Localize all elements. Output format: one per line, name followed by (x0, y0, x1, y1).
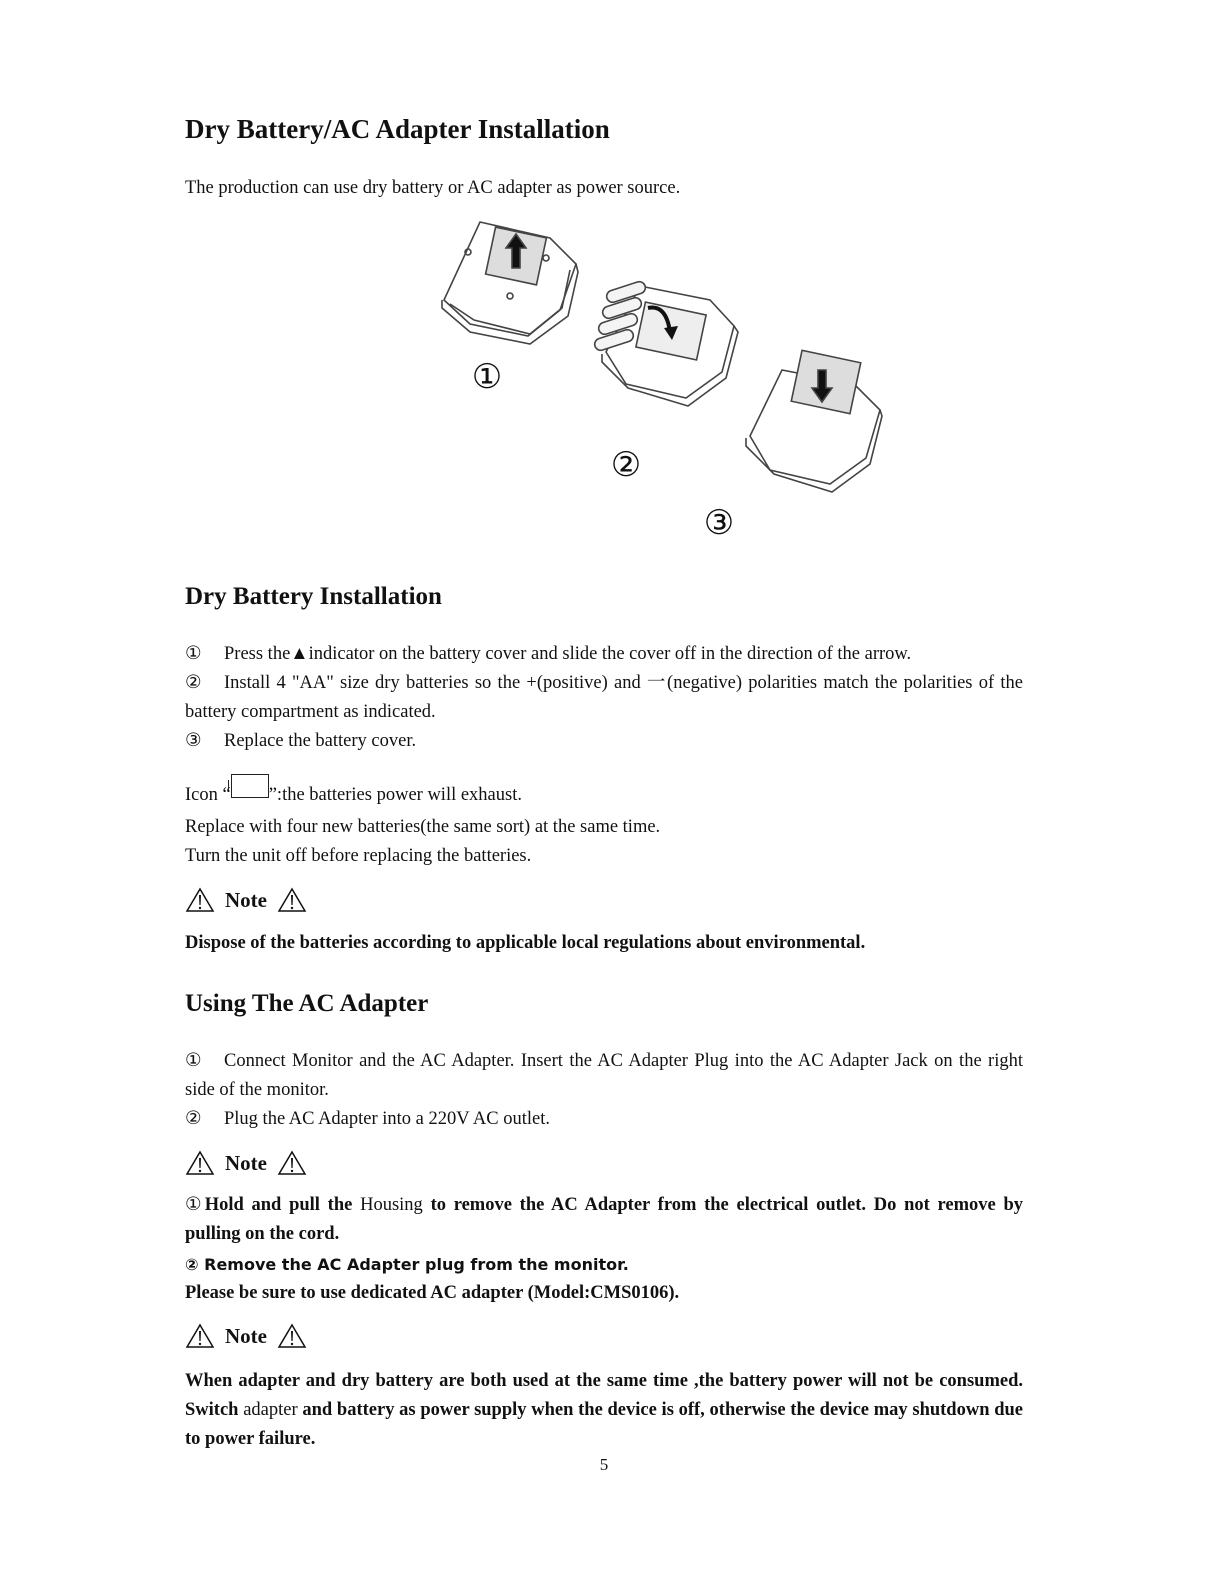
figure-step-3-label: ③ (703, 503, 735, 543)
note-header-2 (185, 1148, 307, 1178)
note-header-3 (185, 1321, 307, 1351)
warning-icon (277, 1323, 307, 1349)
ac-adapter-model-note: Please be sure to use dedicated AC adapter (Model:CMS0106). (185, 1283, 680, 1303)
ac-adapter-step-2: ② Plug the AC Adapter into a 220V AC outlet. (185, 1105, 1023, 1134)
warning-icon (185, 1323, 215, 1349)
ac-adapter-heading: Using The AC Adapter (185, 990, 429, 1017)
ac-adapter-note-2: ② Remove the AC Adapter plug from the monitor. (185, 1255, 629, 1274)
ac-adapter-steps (185, 1047, 1023, 1134)
triangle-up-icon: ▲ (290, 644, 309, 664)
figure-step-2-label: ② (610, 445, 642, 485)
step-number: ② (185, 673, 202, 693)
ac-adapter-note-1: ①Hold and pull the Housing to remove the AC Adapter from the electrical outlet. Do not remove by pulling on the cord. (185, 1195, 1024, 1244)
device-step-3 (746, 350, 882, 492)
turn-off-text: Turn the unit off before replacing the batteries. (185, 846, 532, 866)
note-header-1 (185, 885, 307, 915)
low-battery-icon (231, 774, 269, 798)
dry-battery-steps (185, 640, 1023, 756)
page-number: 5 (599, 1455, 609, 1474)
dry-battery-step-3: ③ Replace the battery cover. (185, 727, 1023, 756)
battery-installation-illustration (430, 212, 900, 552)
page-title: Dry Battery/AC Adapter Installation (185, 114, 610, 144)
power-supply-note: When adapter and dry battery are both used at the same time ,the battery power will not be consumed. Switch adapter and battery as power supply when the device is off, otherwise the device may shutdown due to power failure. (185, 1371, 1024, 1449)
dry-battery-step-2: ② Install 4 "AA" size dry batteries so the +(positive) and 一(negative) polarities match the polarities of the battery compartment as indicated. (185, 669, 1023, 727)
warning-icon (185, 1150, 215, 1176)
step-number: ③ (185, 731, 202, 751)
note-label: Note (225, 887, 267, 912)
step-number: ① (185, 1051, 202, 1071)
device-step-2 (593, 280, 738, 406)
dry-battery-step-1: ① Press the▲indicator on the battery cover and slide the cover off in the direction of the arrow. (185, 640, 1023, 669)
device-step-1 (442, 222, 578, 344)
warning-icon (277, 1150, 307, 1176)
note-label: Note (225, 1323, 267, 1348)
warning-icon (277, 887, 307, 913)
figure-step-1-label: ① (471, 357, 503, 397)
step-number: ① (185, 644, 202, 664)
dry-battery-heading: Dry Battery Installation (185, 583, 442, 610)
battery-disposal-note: Dispose of the batteries according to applicable local regulations about environmental. (185, 933, 866, 953)
ac-adapter-step-1: ① Connect Monitor and the AC Adapter. Insert the AC Adapter Plug into the AC Adapter Jack on the right side of the monitor. (185, 1047, 1023, 1105)
note-label: Note (225, 1150, 267, 1175)
step-number: ② (185, 1109, 202, 1129)
replace-batteries-text: Replace with four new batteries(the same sort) at the same time. (185, 817, 661, 837)
warning-icon (185, 887, 215, 913)
intro-text: The production can use dry battery or AC adapter as power source. (185, 178, 681, 198)
battery-icon-line: Icon “ ”:the batteries power will exhaust. (185, 774, 1023, 810)
